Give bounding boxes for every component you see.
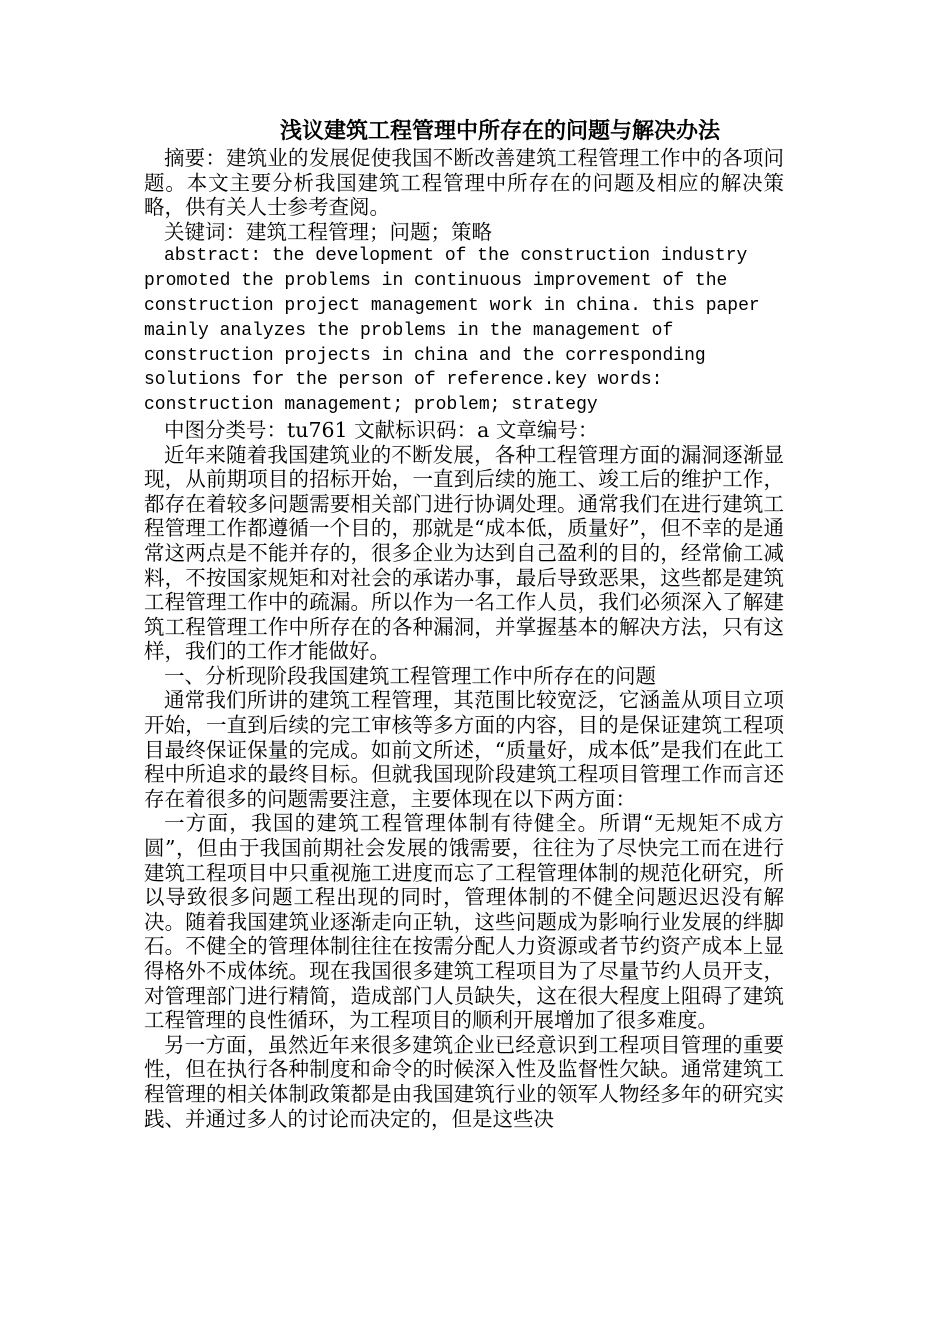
body-paragraph: 另一方面，虽然近年来很多建筑企业已经意识到工程项目管理的重要性，但在执行各种制度和命令的时候深入性及监督性欠缺。通常建筑工程管理的相关体制政策都是由我国建筑行业的领军人物经多年的研究实践、并通过多人的讨论而决定的，但是这些决 xyxy=(144,1032,784,1131)
document-title: 浅议建筑工程管理中所存在的问题与解决办法 xyxy=(279,118,720,144)
section-heading: 一、分析现阶段我国建筑工程管理工作中所存在的问题 xyxy=(164,663,656,688)
abstract-cn: 摘要：建筑业的发展促使我国不断改善建筑工程管理工作中的各项问题。本文主要分析我国建筑工程管理中所存在的问题及相应的解决策略，供有关人士参考查阅。 xyxy=(144,146,784,220)
keywords-cn: 关键词：建筑工程管理；问题；策略 xyxy=(164,219,492,244)
body-paragraph: 近年来随着我国建筑业的不断发展，各种工程管理方面的漏洞逐渐显现，从前期项目的招标开始，一直到后续的施工、竣工后的维护工作，都存在着较多问题需要相关部门进行协调处理。通常我们在进行建筑工程管理工作都遵循一个目的，那就是“成本低，质量好”，但不幸的是通常这两点是不能并存的，很多企业为达到自己盈利的目的，经常偷工减料，不按国家规矩和对社会的承诺办事，最后导致恶果，这些都是建筑工程管理工作中的疏漏。所以作为一名工作人员，我们必须深入了解建筑工程管理工作中所存在的各种漏洞，并掌握基本的解决方法，只有这样，我们的工作才能做好。 xyxy=(144,442,784,664)
document-page xyxy=(144,118,784,1131)
abstract-en: abstract: the development of the construction industry promoted the problems in continuous improvement of the construction project management work in china. this paper mainly analyzes the problems in the management of construction projects in china and the corresponding solutions for the person of reference.key words: construction management; problem; strategy xyxy=(144,246,760,416)
body-paragraph: 通常我们所讲的建筑工程管理，其范围比较宽泛，它涵盖从项目立项开始，一直到后续的完工审核等多方面的内容，目的是保证建筑工程项目最终保证保量的完成。如前文所述，“质量好，成本低”是我们在此工程中所追求的最终目标。但就我国现阶段建筑工程项目管理工作而言还存在着很多的问题需要注意，主要体现在以下两方面： xyxy=(144,688,784,811)
classification-line: 中图分类号：tu761 文献标识码：a 文章编号： xyxy=(164,417,599,442)
body-paragraph: 一方面，我国的建筑工程管理体制有待健全。所谓“无规矩不成方圆”，但由于我国前期社会发展的饿需要，往往为了尽快完工而在进行建筑工程项目中只重视施工进度而忘了工程管理体制的规范化研究，所以导致很多问题工程出现的同时，管理体制的不健全问题迟迟没有解决。随着我国建筑业逐渐走向正轨，这些问题成为影响行业发展的绊脚石。不健全的管理体制往往在按需分配人力资源或者节约资产成本上显得格外不成体统。现在我国很多建筑工程项目为了尽量节约人员开支，对管理部门进行精简，造成部门人员缺失，这在很大程度上阻碍了建筑工程管理的良性循环，为工程项目的顺利开展增加了很多难度。 xyxy=(144,811,784,1033)
